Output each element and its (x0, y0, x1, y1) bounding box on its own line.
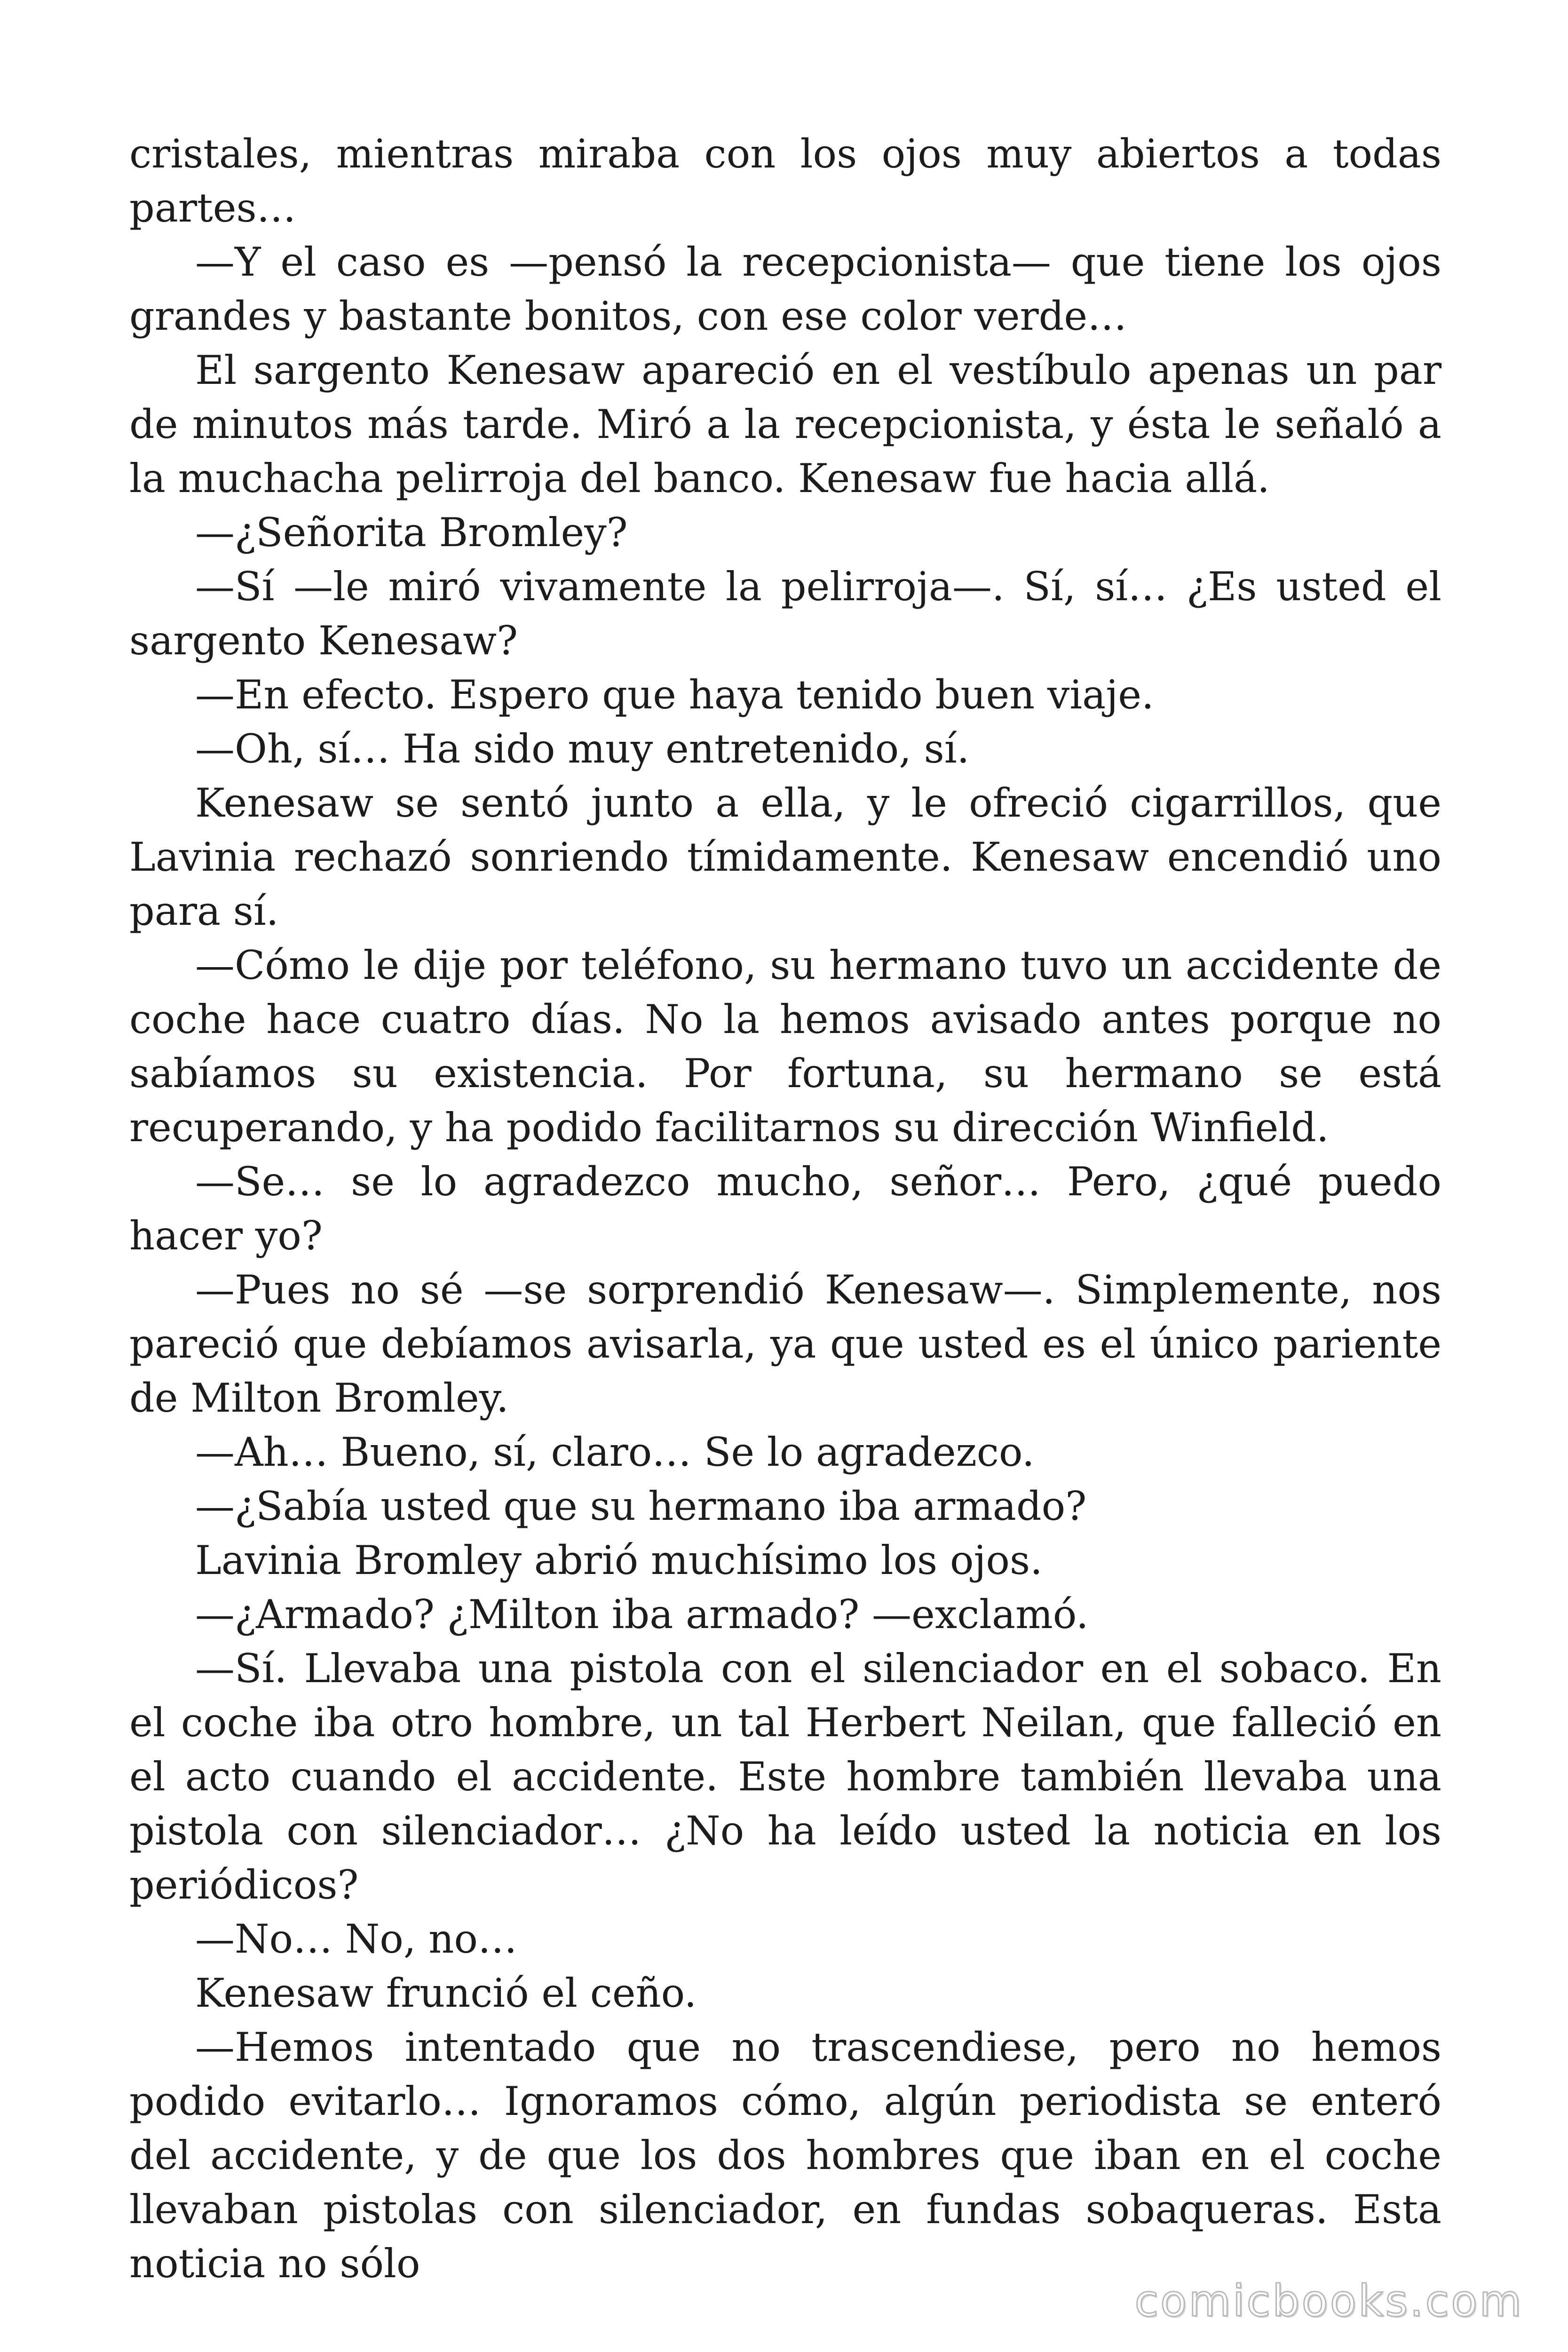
paragraph-6: —En efecto. Espero que haya tenido buen viaje. (195, 672, 1154, 718)
paragraph-19: —Hemos intentado que no trascendiese, pero no hemos podido evitarlo… Ignoramos cómo, algún periodista se enteró del accidente, y de que los dos hombres que iban en el coche llevaban pistolas con silenciador, en fundas sobaqueras. Esta noticia no sólo (129, 2024, 1441, 2287)
paragraph-2: —Y el caso es —pensó la recepcionista— que tiene los ojos grandes y bastante bonitos, con ese color verde… (129, 239, 1441, 339)
paragraph-13: —¿Sabía usted que su hermano iba armado? (195, 1483, 1087, 1529)
book-page-text (129, 127, 1441, 2291)
paragraph-11: —Pues no sé —se sorprendió Kenesaw—. Simplemente, nos pareció que debíamos avisarla, ya que usted es el único pariente de Milton Bromley. (129, 1267, 1441, 1421)
paragraph-14: Lavinia Bromley abrió muchísimo los ojos. (195, 1537, 1043, 1583)
paragraph-5: —Sí —le miró vivamente la pelirroja—. Sí, sí… ¿Es usted el sargento Kenesaw? (129, 564, 1441, 664)
paragraph-10: —Se… se lo agradezco mucho, señor… Pero, ¿qué puedo hacer yo? (129, 1159, 1441, 1259)
paragraph-15: —¿Armado? ¿Milton iba armado? —exclamó. (195, 1591, 1089, 1637)
paragraph-18: Kenesaw frunció el ceño. (195, 1970, 697, 2016)
paragraph-9: —Cómo le dije por teléfono, su hermano tuvo un accidente de coche hace cuatro días. No la hemos avisado antes porque no sabíamos su existencia. Por fortuna, su hermano se está recuperando, y ha podido facilitarnos su dirección Winfield. (129, 942, 1441, 1151)
paragraph-12: —Ah… Bueno, sí, claro… Se lo agradezco. (195, 1429, 1035, 1475)
paragraph-3: El sargento Kenesaw apareció en el vestíbulo apenas un par de minutos más tarde. Miró a la recepcionista, y ésta le señaló a la muchacha pelirroja del banco. Kenesaw fue hacia allá. (129, 347, 1441, 501)
paragraph-7: —Oh, sí… Ha sido muy entretenido, sí. (195, 726, 970, 772)
paragraph-4: —¿Señorita Bromley? (195, 509, 628, 556)
paragraph-17: —No… No, no… (195, 1916, 517, 1962)
paragraph-16: —Sí. Llevaba una pistola con el silenciador en el sobaco. En el coche iba otro hombre, un tal Herbert Neilan, que falleció en el acto cuando el accidente. Este hombre también llevaba una pistola con silenciador… ¿No ha leído usted la noticia en los periódicos? (129, 1645, 1441, 1908)
watermark-text: comicbooks.com (1134, 2276, 1523, 2326)
paragraph-1: cristales, mientras miraba con los ojos muy abiertos a todas partes… (129, 131, 1441, 231)
paragraph-8: Kenesaw se sentó junto a ella, y le ofreció cigarrillos, que Lavinia rechazó sonriendo tímidamente. Kenesaw encendió uno para sí. (129, 780, 1441, 934)
